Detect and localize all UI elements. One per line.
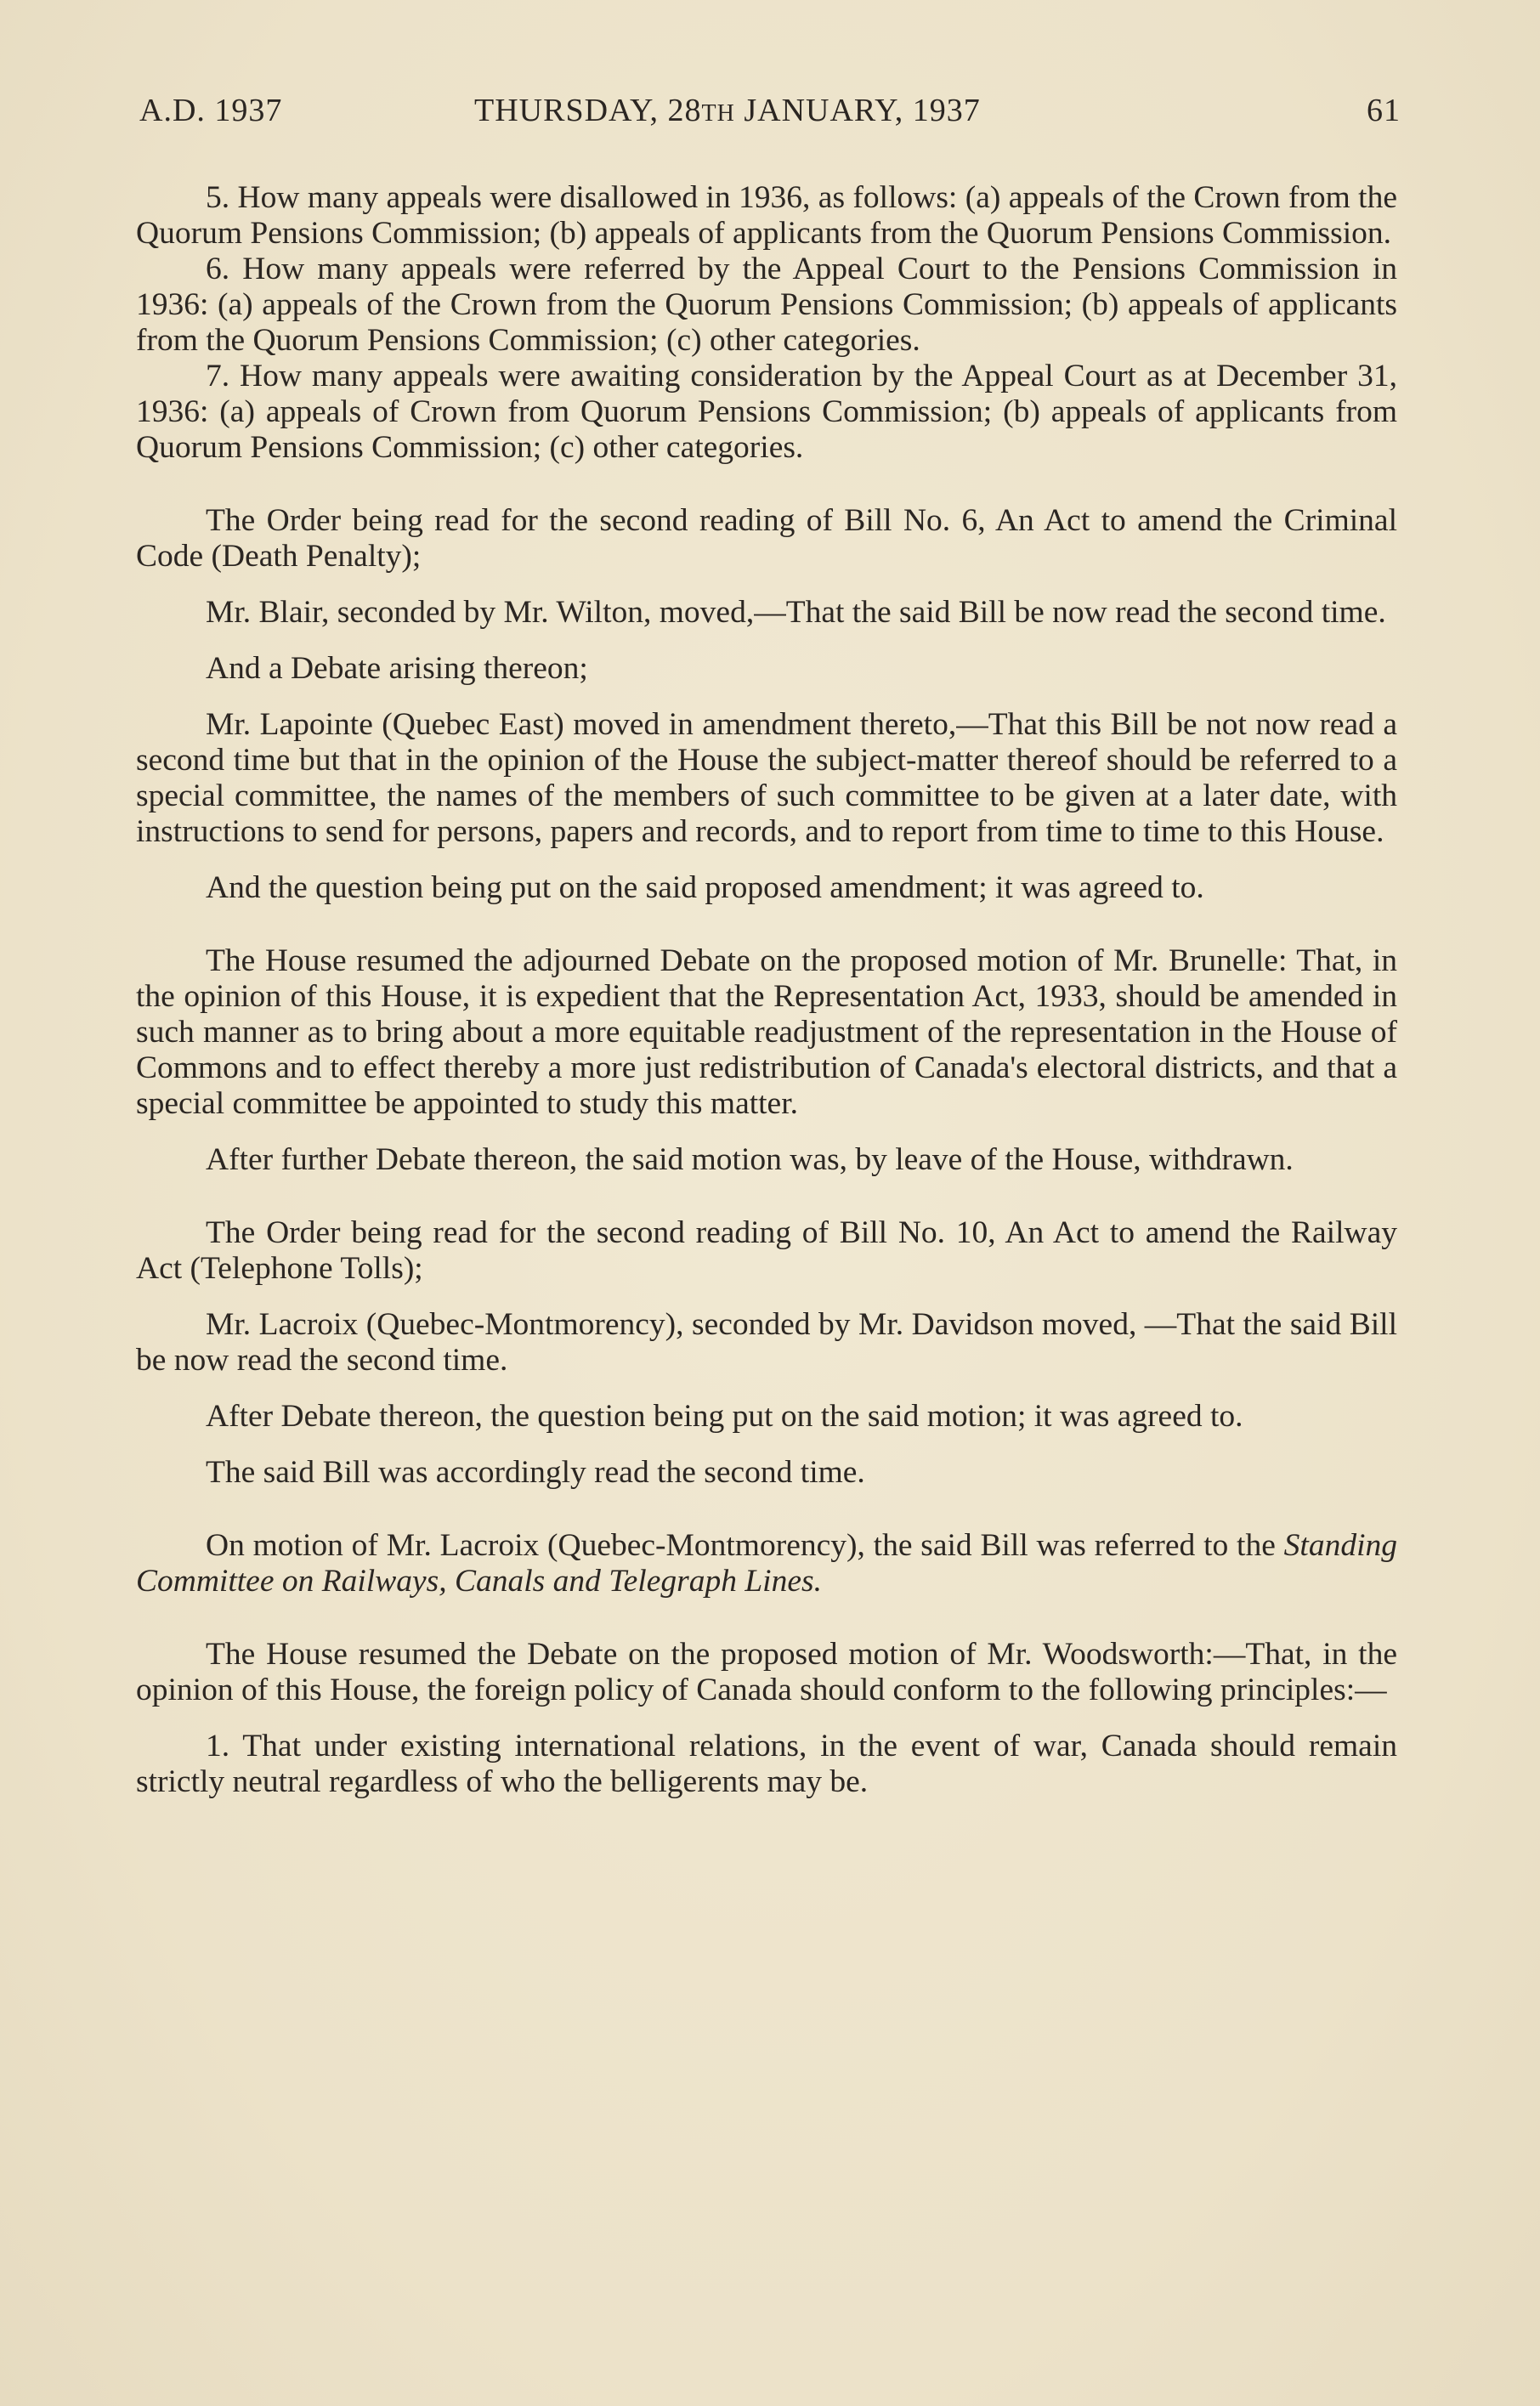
motion-lacroix: Mr. Lacroix (Quebec-Montmorency), seconded by Mr. Davidson moved, —That the said Bill be now read the second time.: [136, 1307, 1397, 1378]
motion-withdrawn: After further Debate thereon, the said motion was, by leave of the House, withdrawn.: [206, 1142, 1294, 1177]
referral-text: On motion of Mr. Lacroix (Quebec-Montmorency), the said Bill was referred to the: [206, 1528, 1284, 1563]
motion-agreed: After Debate thereon, the question being put on the said motion; it was agreed to.: [206, 1399, 1243, 1434]
header-date-day: THURSDAY, 28: [474, 93, 702, 128]
header-date-ordinal: TH: [701, 100, 735, 127]
header-year: A.D. 1937: [139, 93, 283, 128]
amendment-agreed: And the question being put on the said proposed amendment; it was agreed to.: [206, 870, 1204, 905]
debate-brunelle: The House resumed the adjourned Debate on the proposed motion of Mr. Brunelle: That, in the opinion of this House, it is expedient that the Representation Act, 1933, should be amended in such manner as to bring about a more equitable readjustment of the representation in the House of Commons and to effect thereby a more just redistribution of Canada's electoral districts, and that a special committee be appointed to study this matter.: [136, 943, 1397, 1121]
header-date-rest: JANUARY, 1937: [734, 93, 981, 128]
committee-name: Standing Committee on Railways, Canals and Telegraph Lines.: [136, 1528, 1397, 1599]
header-date: [474, 92, 981, 129]
page-number: 61: [1367, 93, 1401, 128]
motion-blair: Mr. Blair, seconded by Mr. Wilton, moved,—That the said Bill be now read the second time.: [206, 595, 1386, 630]
debate-arising: And a Debate arising thereon;: [206, 651, 588, 686]
page-header: [139, 92, 1401, 134]
debate-woodsworth: The House resumed the Debate on the proposed motion of Mr. Woodsworth:—That, in the opinion of this House, the foreign policy of Canada should conform to the following principles:—: [136, 1637, 1397, 1707]
question-5: 5. How many appeals were disallowed in 1936, as follows: (a) appeals of the Crown from the Quorum Pensions Commission; (b) appeals of applicants from the Quorum Pensions Commission.: [136, 180, 1397, 251]
amendment-lapointe: Mr. Lapointe (Quebec East) moved in amendment thereto,—That this Bill be not now read a second time but that in the opinion of the House the subject-matter thereof should be referred to a special committee, the names of the members of such committee to be given at a later date, with instructions to send for persons, papers and records, and to report from time to time to this House.: [136, 707, 1397, 849]
journal-body: [136, 180, 1397, 1800]
principle-1: 1. That under existing international relations, in the event of war, Canada should remain strictly neutral regardless of who the belligerents may be.: [136, 1729, 1397, 1799]
order-bill-10: The Order being read for the second reading of Bill No. 10, An Act to amend the Railway Act (Telephone Tolls);: [136, 1215, 1397, 1286]
question-6: 6. How many appeals were referred by the Appeal Court to the Pensions Commission in 1936: (a) appeals of the Crown from the Quorum Pensions Commission; (b) appeals of applicants from the Quorum Pensions Commission; (c) other categories.: [136, 252, 1397, 358]
bill-read-second-time: The said Bill was accordingly read the second time.: [206, 1455, 865, 1490]
question-7: 7. How many appeals were awaiting consideration by the Appeal Court as at December 31, 1936: (a) appeals of Crown from Quorum Pensions Commission; (b) appeals of applicants from Quorum Pensions Commission; (c) other categories.: [136, 359, 1397, 465]
order-bill-6: The Order being read for the second reading of Bill No. 6, An Act to amend the Criminal Code (Death Penalty);: [136, 503, 1397, 574]
referral-committee: [136, 1528, 1397, 1599]
